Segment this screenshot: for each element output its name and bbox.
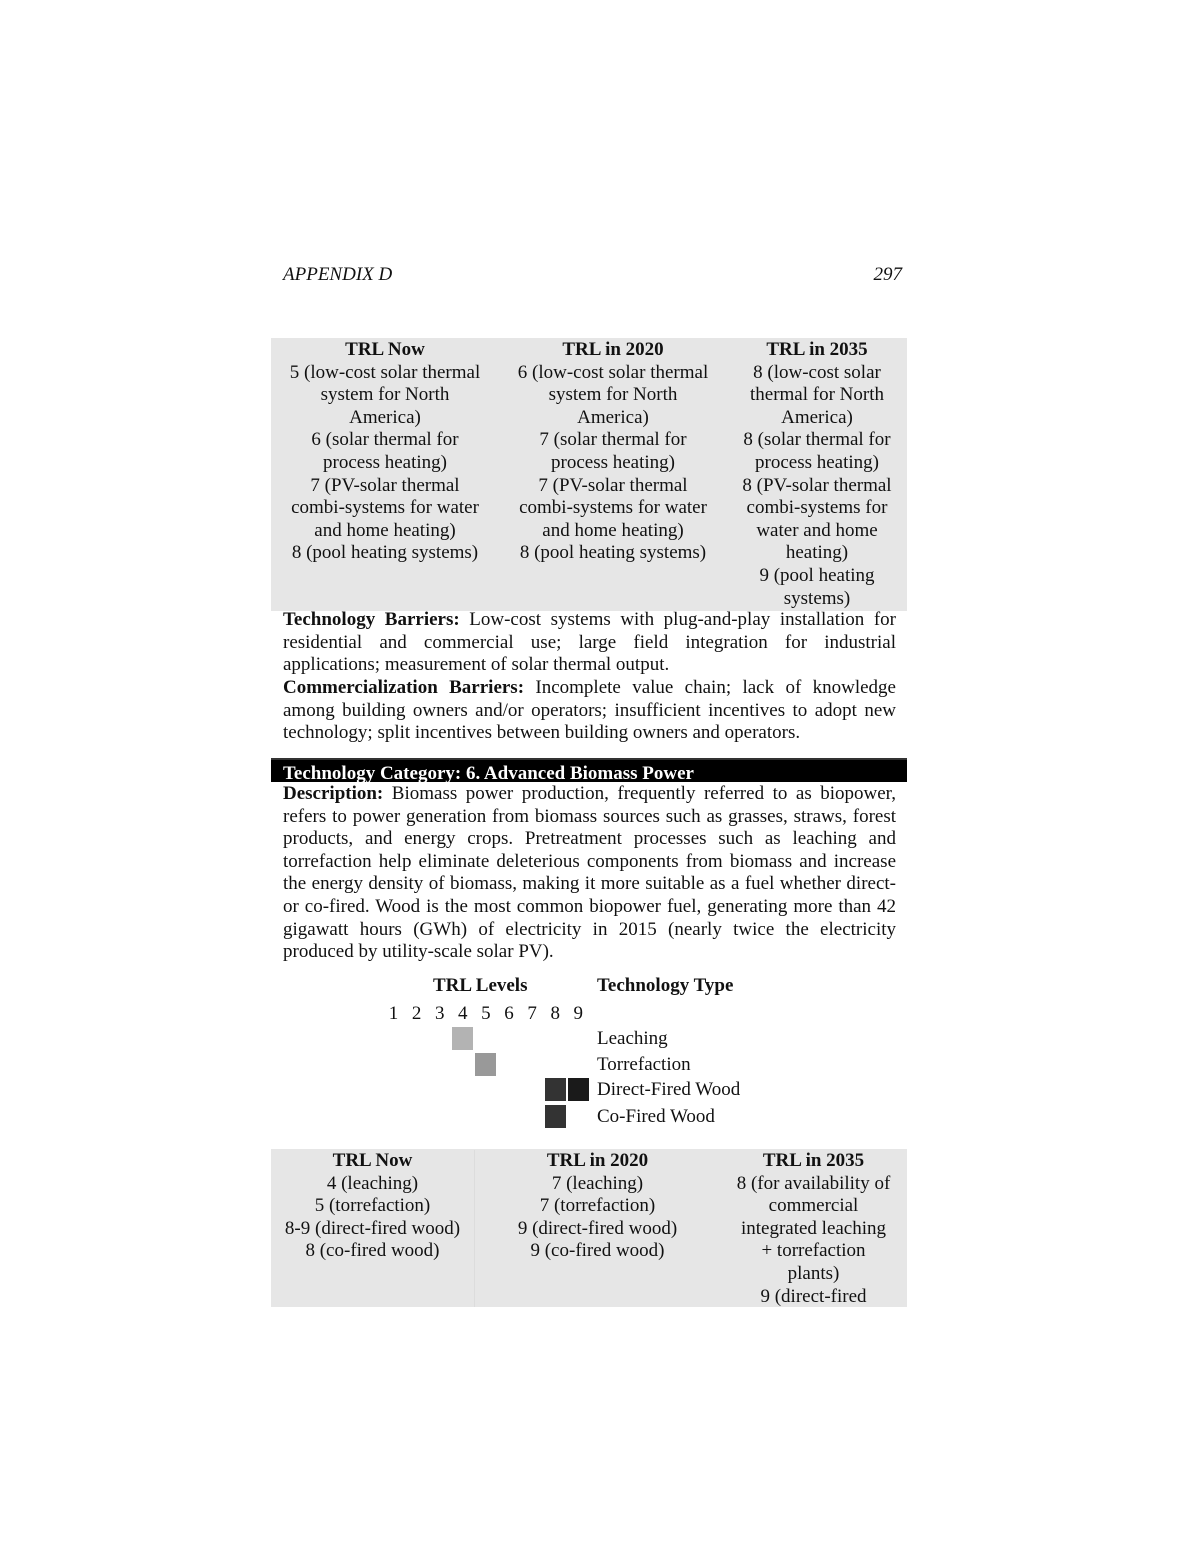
technology-type-label: Torrefaction <box>597 1054 691 1075</box>
cell-line: process heating) <box>755 451 879 473</box>
cell-line: 7 (PV-solar thermal <box>538 474 688 496</box>
cell-line: 8 (solar thermal for <box>743 429 891 451</box>
commercialization-barriers-label: Commercialization Barriers: <box>283 677 525 698</box>
trl-level-marker <box>452 1027 473 1050</box>
trl-table-solar-thermal <box>271 338 907 611</box>
cell-line: 6 (solar thermal for <box>311 429 459 451</box>
cell-line: 9 (direct-fired <box>760 1285 867 1307</box>
cell-line: system for North <box>320 384 450 406</box>
cell-line: 9 (co-fired wood) <box>530 1240 665 1262</box>
description-label: Description: <box>283 783 384 804</box>
cell-line: systems) <box>783 587 851 609</box>
cell-line: + torrefaction <box>761 1240 866 1262</box>
technology-barriers-label: Technology Barriers: <box>283 609 460 630</box>
trl-levels-heading: TRL Levels <box>433 975 528 996</box>
cell-line: commercial <box>768 1195 859 1217</box>
cell-line: plants) <box>787 1262 840 1284</box>
cell-line: 5 (low-cost solar thermal <box>289 361 481 383</box>
trl-level-number: 2 <box>411 1003 422 1024</box>
cell-line: 7 (leaching) <box>551 1172 644 1194</box>
column-header: TRL in 2035 <box>766 339 868 360</box>
column-header: TRL Now <box>345 339 425 360</box>
technology-type-label: Direct-Fired Wood <box>597 1079 741 1100</box>
cell-line: combi-systems for water <box>291 497 479 519</box>
column-header: TRL Now <box>332 1150 413 1171</box>
technology-type-heading: Technology Type <box>597 975 734 996</box>
cell-line: 4 (leaching) <box>326 1172 419 1194</box>
commercialization-barriers <box>283 677 896 745</box>
trl-level-number: 9 <box>573 1003 584 1024</box>
cell-line: water and home <box>756 519 878 541</box>
cell-line: combi-systems for water <box>519 497 707 519</box>
trl-level-number: 1 <box>388 1003 399 1024</box>
trl-level-marker <box>568 1078 589 1101</box>
column-trl-2020 <box>499 339 727 611</box>
cell-lines <box>475 1173 720 1263</box>
technology-type-label: Leaching <box>597 1028 668 1049</box>
column-trl-2035 <box>727 339 907 611</box>
trl-level-number: 5 <box>481 1003 491 1024</box>
cell-line: 8 (pool heating systems) <box>519 542 707 564</box>
cell-lines <box>727 362 907 611</box>
technology-barriers <box>283 609 896 677</box>
cell-line: 8 (pool heating systems) <box>291 542 479 564</box>
cell-line: 7 (solar thermal for <box>539 429 687 451</box>
cell-line: heating) <box>785 542 849 564</box>
trl-level-marker <box>545 1105 566 1128</box>
trl-level-number: 6 <box>504 1003 514 1024</box>
cell-line: America) <box>781 406 853 428</box>
column-header: TRL in 2020 <box>546 1150 649 1171</box>
cell-line: integrated leaching <box>740 1217 887 1239</box>
trl-level-marker <box>475 1053 496 1076</box>
cell-line: thermal for North <box>749 384 884 406</box>
trl-level-number: 4 <box>458 1003 468 1024</box>
cell-lines <box>271 362 499 565</box>
technology-type-label: Co-Fired Wood <box>597 1106 715 1127</box>
cell-line: 7 (PV-solar thermal <box>310 474 460 496</box>
cell-line: 9 (direct-fired wood) <box>517 1217 678 1239</box>
column-trl-2020 <box>475 1150 720 1307</box>
cell-line: 8 (PV-solar thermal <box>742 474 892 496</box>
trl-level-number: 3 <box>434 1003 445 1024</box>
cell-line: 6 (low-cost solar thermal <box>517 361 709 383</box>
cell-line: America) <box>349 406 421 428</box>
cell-line: 8 (co-fired wood) <box>305 1240 440 1262</box>
cell-line: process heating) <box>323 451 447 473</box>
cell-line: system for North <box>548 384 678 406</box>
cell-line: 7 (torrefaction) <box>539 1195 656 1217</box>
cell-line: 5 (torrefaction) <box>314 1195 431 1217</box>
description-text: Biomass power production, frequently referred to as biopower, refers to power generation from biomass sources such as grasses, straws, forest products, and energy crops. Pretreatment processes such as leaching and torrefaction help eliminate deleterious components from biomass and increase the energy density of biomass, making it more suitable as a fuel whether direct- or co-fired. Wood is the most common biopower fuel, generating more than 42 gigawatt hours (GWh) of electricity in 2015 (nearly twice the electricity produced by utility-scale solar PV). <box>283 783 896 963</box>
description <box>283 783 896 964</box>
trl-table-biomass <box>271 1149 907 1307</box>
column-trl-now <box>271 339 499 611</box>
cell-lines <box>271 1173 474 1263</box>
column-trl-2035 <box>720 1150 907 1307</box>
cell-line: process heating) <box>551 451 675 473</box>
cell-line: 8 (low-cost solar <box>753 361 881 383</box>
technology-category-bar: Technology Category: 6. Advanced Biomass Power <box>271 758 907 782</box>
running-header: APPENDIX D <box>283 264 393 285</box>
trl-level-number: 7 <box>527 1003 537 1024</box>
trl-level-number: 8 <box>550 1003 560 1024</box>
cell-line: combi-systems for <box>746 497 888 519</box>
cell-line: 8 (for availability of <box>736 1172 891 1194</box>
cell-line: 8-9 (direct-fired wood) <box>284 1217 461 1239</box>
column-header: TRL in 2035 <box>762 1150 865 1171</box>
technology-barriers-text: Low-cost systems with plug-and-play installation for residential and commercial use; large field integration for industrial applications; measurement of solar thermal output. <box>283 609 896 676</box>
column-header: TRL in 2020 <box>562 339 664 360</box>
page-number: 297 <box>873 264 902 285</box>
cell-line: and home heating) <box>314 519 456 541</box>
cell-line: America) <box>577 406 649 428</box>
cell-lines <box>720 1173 907 1309</box>
cell-line: 9 (pool heating <box>759 564 875 586</box>
cell-lines <box>499 362 727 565</box>
commercialization-barriers-text: Incomplete value chain; lack of knowledge among building owners and/or operators; insufficient incentives to adopt new technology; split incentives between building owners and operators. <box>283 677 896 744</box>
cell-line: and home heating) <box>542 519 684 541</box>
trl-level-marker <box>545 1078 566 1101</box>
column-trl-now <box>271 1150 475 1307</box>
